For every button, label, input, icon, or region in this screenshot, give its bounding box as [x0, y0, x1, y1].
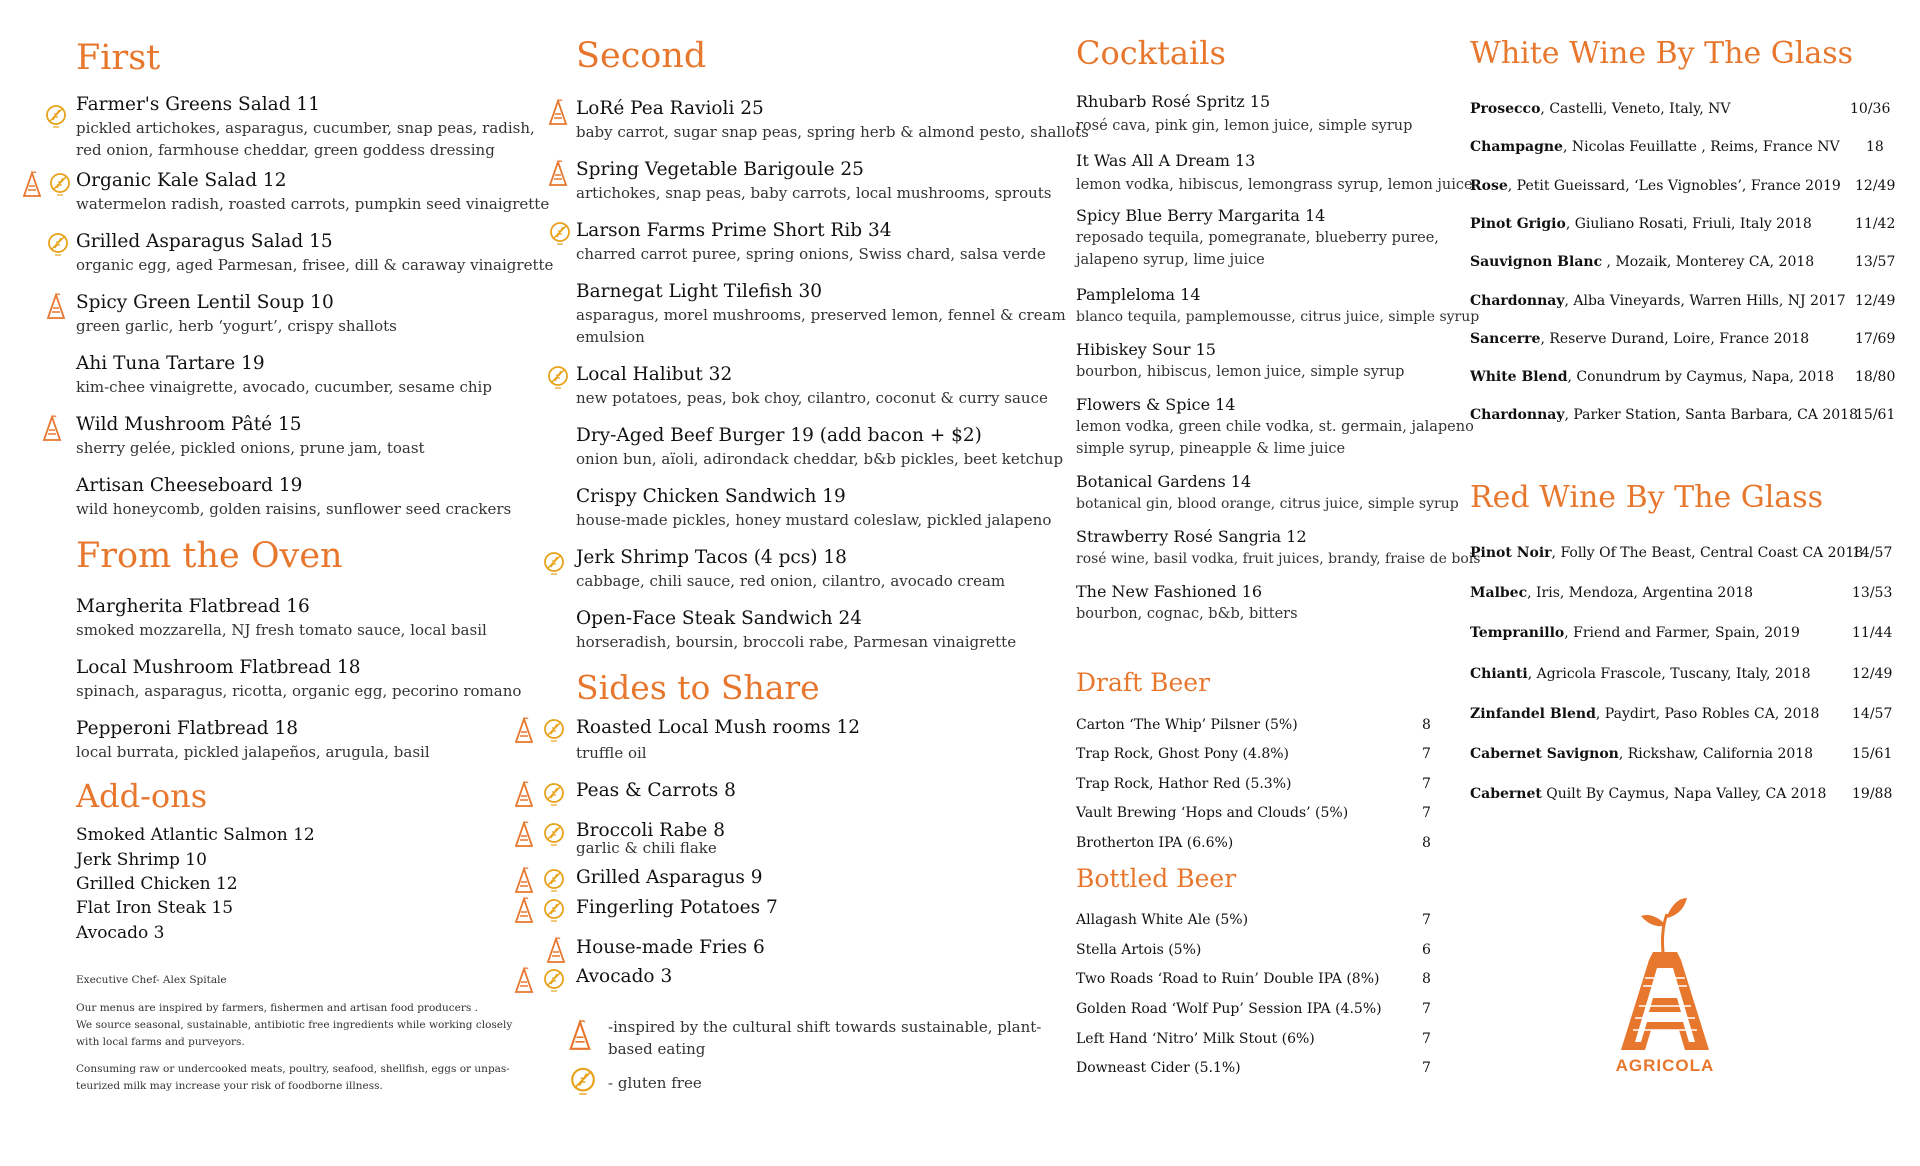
first-heading: First [76, 38, 161, 78]
menu-item: Larson Farms Prime Short Rib 34 charred carrot puree, spring onions, Swiss chard, salsa verde [576, 220, 1046, 263]
bottled-beer-price: 7 [1422, 1031, 1431, 1047]
menu-item: Spicy Green Lentil Soup 10 green garlic, herb ‘yogurt’, crispy shallots [76, 292, 397, 335]
cocktail-item: Hibiskey Sour 15 bourbon, hibiscus, lemon juice, simple syrup [1076, 340, 1405, 380]
menu-item: Margherita Flatbread 16 smoked mozzarella, NJ fresh tomato sauce, local basil [76, 596, 487, 639]
side-item: Broccoli Rabe 8 garlic & chili flake [576, 820, 725, 857]
bottled-beer-name: Allagash White Ale (5%) [1076, 912, 1249, 928]
cocktail-item: Rhubarb Rosé Spritz 15 rosé cava, pink gin, lemon juice, simple syrup [1076, 92, 1413, 134]
menu-item: Farmer's Greens Salad 11 pickled artichokes, asparagus, cucumber, snap peas, radish, red onion, farmhouse cheddar, green goddess dressing [76, 94, 535, 159]
side-item: Fingerling Potatoes 7 [576, 897, 778, 918]
white-wine-row: Prosecco, Castelli, Veneto, Italy, NV [1470, 101, 1731, 117]
cocktail-item: Flowers & Spice 14 lemon vodka, green chile vodka, st. germain, jalapeno simple syrup, pineapple & lime juice [1076, 395, 1474, 457]
menu-item: Jerk Shrimp Tacos (4 pcs) 18 cabbage, chili sauce, red onion, cilantro, avocado cream [576, 547, 1006, 590]
red-wine-price: 14/57 [1852, 545, 1893, 561]
menu-item: Grilled Asparagus Salad 15 organic egg, aged Parmesan, frisee, dill & caraway vinaigrette [76, 231, 554, 274]
red-wine-row: Malbec, Iris, Mendoza, Argentina 2018 [1470, 585, 1754, 601]
health-warning-l1: Consuming raw or undercooked meats, poultry, seafood, shellfish, eggs or unpas- [76, 1063, 510, 1075]
cocktail-item: The New Fashioned 16 bourbon, cognac, b&b, bitters [1076, 582, 1298, 622]
bottled-beer-price: 7 [1422, 1001, 1431, 1017]
cocktail-item: Spicy Blue Berry Margarita 14 reposado tequila, pomegranate, blueberry puree, jalapeno syrup, lime juice [1076, 206, 1439, 268]
sourcing-note-l3: with local farms and purveyors. [76, 1036, 245, 1048]
bottled-beer-name: Golden Road ‘Wolf Pup’ Session IPA (4.5%) [1076, 1001, 1382, 1017]
white-wine-price: 17/69 [1855, 331, 1896, 347]
red-wine-price: 19/88 [1852, 786, 1893, 802]
white-wine-row: Champagne, Nicolas Feuillatte , Reims, France NV [1470, 139, 1840, 155]
bottled-beer-name: Left Hand ‘Nitro’ Milk Stout (6%) [1076, 1031, 1315, 1047]
chef-credit: Executive Chef- Alex Spitale [76, 974, 227, 986]
menu-item: Spring Vegetable Barigoule 25 artichokes, snap peas, baby carrots, local mushrooms, sprouts [576, 159, 1052, 202]
sourcing-note-l1: Our menus are inspired by farmers, fishermen and artisan food producers . [76, 1002, 478, 1014]
white-wine-price: 12/49 [1855, 293, 1896, 309]
white-wine-price: 18 [1866, 139, 1884, 155]
plant-based-icon [512, 820, 536, 850]
bottled-beer-name: Stella Artois (5%) [1076, 942, 1202, 958]
plant-based-icon [546, 159, 570, 189]
cocktail-item: Pampleloma 14 blanco tequila, pamplemousse, citrus juice, simple syrup [1076, 285, 1480, 325]
draft-beer-price: 7 [1422, 776, 1431, 792]
draft-beer-price: 7 [1422, 746, 1431, 762]
menu-item: Barnegat Light Tilefish 30 asparagus, morel mushrooms, preserved lemon, fennel & cream emulsion [576, 281, 1066, 346]
white-wine-row: Chardonnay, Parker Station, Santa Barbara, CA 2018 [1470, 407, 1858, 423]
red-wine-price: 13/53 [1852, 585, 1893, 601]
bottled-beer-heading: Bottled Beer [1076, 864, 1237, 893]
gluten-free-icon [542, 549, 566, 579]
red-wine-row: Pinot Noir, Folly Of The Beast, Central Coast CA 2018 [1470, 545, 1864, 561]
addon-item: Grilled Chicken 12 [76, 874, 238, 894]
white-wine-price: 10/36 [1850, 101, 1891, 117]
red-wine-price: 14/57 [1852, 706, 1893, 722]
sourcing-note-l2: We source seasonal, sustainable, antibiotic free ingredients while working closely [76, 1019, 513, 1031]
second-heading: Second [576, 36, 707, 76]
plant-based-icon [512, 896, 536, 926]
gluten-free-icon [542, 896, 566, 926]
gluten-free-legend-icon [568, 1064, 598, 1100]
menu-item: Pepperoni Flatbread 18 local burrata, pickled jalapeños, arugula, basil [76, 718, 430, 761]
draft-beer-name: Vault Brewing ‘Hops and Clouds’ (5%) [1076, 805, 1349, 821]
white-wine-price: 15/61 [1855, 407, 1896, 423]
addon-item: Smoked Atlantic Salmon 12 [76, 825, 315, 845]
plant-based-icon [546, 98, 570, 128]
gluten-free-icon [542, 866, 566, 896]
gluten-free-icon [44, 102, 68, 132]
gluten-free-legend: - gluten free [608, 1074, 702, 1092]
bottled-beer-price: 7 [1422, 1060, 1431, 1076]
addons-heading: Add-ons [76, 777, 208, 815]
cocktails-heading: Cocktails [1076, 34, 1226, 72]
plant-based-icon [512, 866, 536, 896]
red-wine-row: Cabernet Quilt By Caymus, Napa Valley, CA 2018 [1470, 786, 1827, 802]
gluten-free-icon [542, 966, 566, 996]
draft-beer-price: 7 [1422, 805, 1431, 821]
white-wine-heading: White Wine By The Glass [1470, 36, 1853, 71]
red-wine-row: Tempranillo, Friend and Farmer, Spain, 2019 [1470, 625, 1800, 641]
bottled-beer-price: 7 [1422, 912, 1431, 928]
side-item: Avocado 3 [576, 966, 673, 987]
red-wine-heading: Red Wine By The Glass [1470, 480, 1823, 515]
plant-based-legend-icon [566, 1018, 594, 1054]
draft-beer-price: 8 [1422, 717, 1431, 733]
gluten-free-icon [48, 170, 72, 200]
plant-based-icon [544, 936, 568, 966]
bottled-beer-price: 6 [1422, 942, 1431, 958]
white-wine-row: Sauvignon Blanc , Mozaik, Monterey CA, 2018 [1470, 254, 1815, 270]
white-wine-row: Chardonnay, Alba Vineyards, Warren Hills, NJ 2017 [1470, 293, 1846, 309]
oven-heading: From the Oven [76, 536, 343, 576]
menu-item: Local Mushroom Flatbread 18 spinach, asparagus, ricotta, organic egg, pecorino romano [76, 657, 522, 700]
draft-beer-price: 8 [1422, 835, 1431, 851]
menu-item: Ahi Tuna Tartare 19 kim-chee vinaigrette, avocado, cucumber, sesame chip [76, 353, 492, 396]
logo-text: AGRICOLA [1615, 1056, 1715, 1075]
plant-based-legend-l1: -inspired by the cultural shift towards sustainable, plant- [608, 1018, 1042, 1036]
side-item: Peas & Carrots 8 [576, 780, 736, 801]
plant-based-legend-l2: based eating [608, 1040, 706, 1058]
draft-beer-name: Trap Rock, Ghost Pony (4.8%) [1076, 746, 1290, 762]
white-wine-price: 13/57 [1855, 254, 1896, 270]
white-wine-row: Rose, Petit Gueissard, ‘Les Vignobles’, France 2019 [1470, 178, 1841, 194]
white-wine-row: Sancerre, Reserve Durand, Loire, France 2018 [1470, 331, 1810, 347]
addon-item: Jerk Shrimp 10 [76, 850, 207, 870]
gluten-free-icon [542, 820, 566, 850]
plant-based-icon [512, 780, 536, 810]
bottled-beer-name: Downeast Cider (5.1%) [1076, 1060, 1241, 1076]
gluten-free-icon [542, 716, 566, 746]
plant-based-icon [44, 292, 68, 322]
cocktail-item: Strawberry Rosé Sangria 12 rosé wine, basil vodka, fruit juices, brandy, fraise de bois [1076, 527, 1481, 567]
menu-item: Artisan Cheeseboard 19 wild honeycomb, golden raisins, sunflower seed crackers [76, 475, 512, 518]
menu-item: Dry-Aged Beef Burger 19 (add bacon + $2) onion bun, aïoli, adirondack cheddar, b&b pickles, beet ketchup [576, 425, 1064, 468]
side-item: Roasted Local Mush rooms 12 truffle oil [576, 717, 861, 762]
red-wine-price: 12/49 [1852, 666, 1893, 682]
menu-item: Crispy Chicken Sandwich 19 house-made pickles, honey mustard coleslaw, pickled jalapeno [576, 486, 1052, 529]
sides-heading: Sides to Share [576, 668, 820, 707]
menu-item: Open-Face Steak Sandwich 24 horseradish, boursin, broccoli rabe, Parmesan vinaigrette [576, 608, 1017, 651]
gluten-free-icon [548, 219, 572, 249]
plant-based-icon [512, 966, 536, 996]
menu-item: Local Halibut 32 new potatoes, peas, bok choy, cilantro, coconut & curry sauce [576, 364, 1048, 407]
draft-beer-name: Carton ‘The Whip’ Pilsner (5%) [1076, 717, 1298, 733]
draft-beer-name: Trap Rock, Hathor Red (5.3%) [1076, 776, 1292, 792]
gluten-free-icon [46, 230, 70, 260]
white-wine-price: 12/49 [1855, 178, 1896, 194]
health-warning-l2: teurized milk may increase your risk of foodborne illness. [76, 1080, 383, 1092]
red-wine-row: Chianti, Agricola Frascole, Tuscany, Italy, 2018 [1470, 666, 1811, 682]
white-wine-price: 11/42 [1855, 216, 1896, 232]
side-item: House-made Fries 6 [576, 937, 765, 958]
bottled-beer-price: 8 [1422, 971, 1431, 987]
draft-beer-name: Brotherton IPA (6.6%) [1076, 835, 1234, 851]
red-wine-price: 15/61 [1852, 746, 1893, 762]
menu-item: LoRé Pea Ravioli 25 baby carrot, sugar snap peas, spring herb & almond pesto, shallots [576, 98, 1089, 141]
draft-beer-heading: Draft Beer [1076, 668, 1211, 697]
addon-item: Avocado 3 [76, 923, 165, 943]
red-wine-row: Zinfandel Blend, Paydirt, Paso Robles CA, 2018 [1470, 706, 1820, 722]
plant-based-icon [40, 414, 64, 444]
plant-based-icon [512, 716, 536, 746]
addon-item: Flat Iron Steak 15 [76, 898, 234, 918]
cocktail-item: It Was All A Dream 13 lemon vodka, hibiscus, lemongrass syrup, lemon juice [1076, 151, 1473, 193]
white-wine-price: 18/80 [1855, 369, 1896, 385]
gluten-free-icon [542, 780, 566, 810]
white-wine-row: White Blend, Conundrum by Caymus, Napa, 2018 [1470, 369, 1835, 385]
agricola-logo-icon [1605, 890, 1725, 1060]
agricola-logo [1605, 890, 1725, 1080]
bottled-beer-name: Two Roads ‘Road to Ruin’ Double IPA (8%) [1076, 971, 1380, 987]
menu-item: Organic Kale Salad 12 watermelon radish, roasted carrots, pumpkin seed vinaigrette [76, 170, 550, 213]
plant-based-icon [20, 170, 44, 200]
white-wine-row: Pinot Grigio, Giuliano Rosati, Friuli, Italy 2018 [1470, 216, 1812, 232]
menu-item: Wild Mushroom Pâté 15 sherry gelée, pickled onions, prune jam, toast [76, 414, 425, 457]
gluten-free-icon [546, 363, 570, 393]
cocktail-item: Botanical Gardens 14 botanical gin, blood orange, citrus juice, simple syrup [1076, 472, 1459, 512]
red-wine-price: 11/44 [1852, 625, 1893, 641]
side-item: Grilled Asparagus 9 [576, 867, 763, 888]
red-wine-row: Cabernet Savignon, Rickshaw, California 2018 [1470, 746, 1814, 762]
